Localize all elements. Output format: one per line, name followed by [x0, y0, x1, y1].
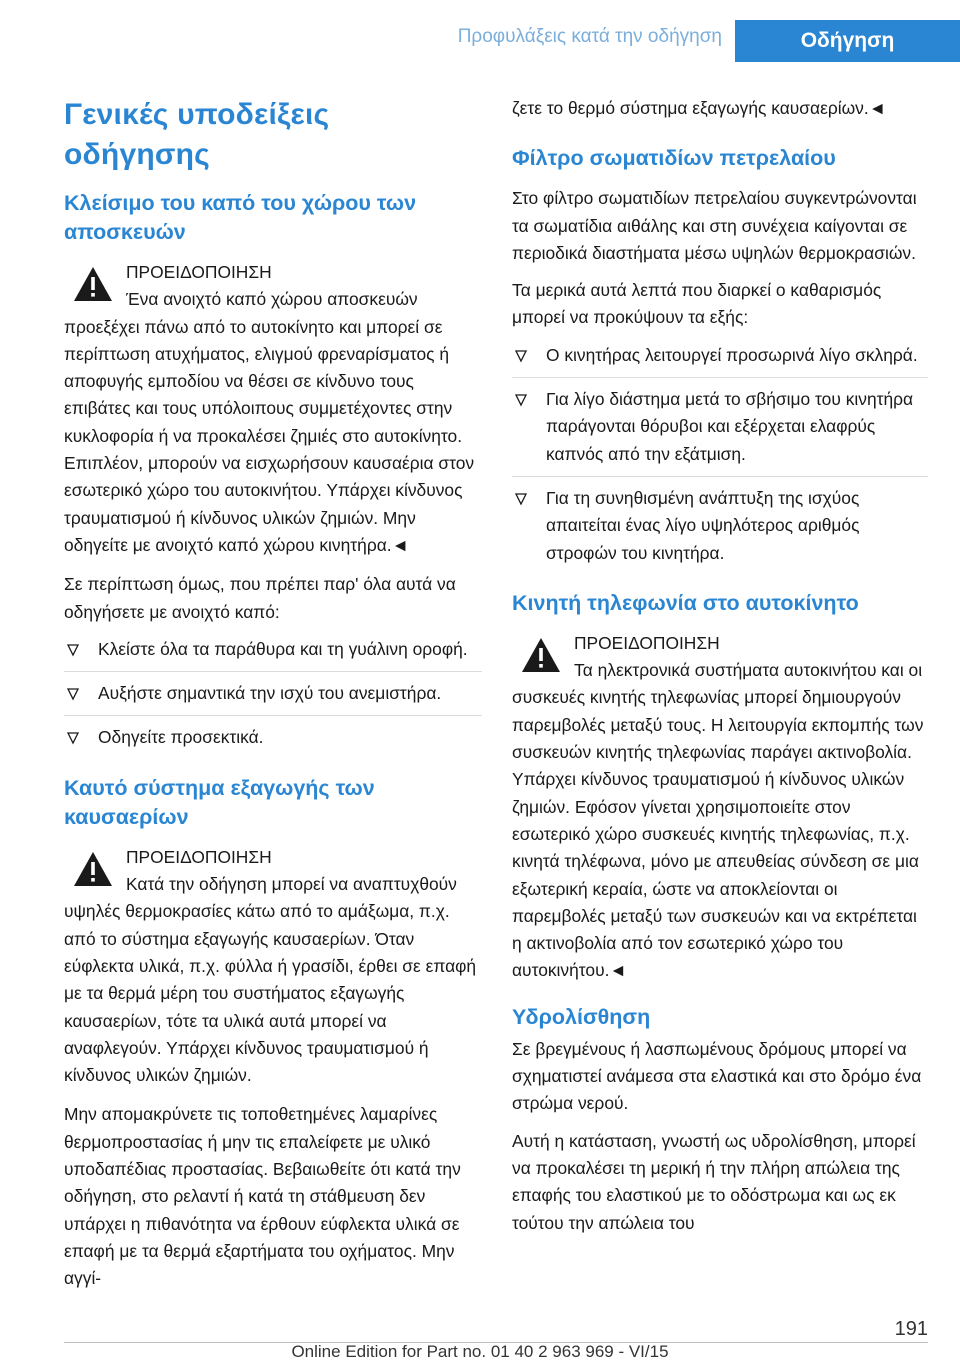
warning-triangle-icon [72, 850, 114, 888]
bullet-triangle-icon [514, 393, 528, 407]
warning-block [64, 259, 482, 559]
warning-triangle-icon [520, 636, 562, 674]
section-heading-exhaust: Καυτό σύστημα εξαγωγής των καυσαερίων [64, 775, 375, 829]
list-item-text: Ο κινητήρας λειτουργεί προσωρινά λίγο σκληρά. [546, 344, 918, 365]
page-number: 191 [894, 1318, 928, 1340]
bullet-triangle-icon [66, 687, 80, 701]
section-heading-aquaplaning: Υδρολίσθηση [512, 1004, 651, 1029]
body-paragraph: Σε βρεγμένους ή λασπωμένους δρόμους μπορεί να σχηματιστεί ανάμεσα στα ελαστικά και στο δρόμο ένα στρώμα νερού. [512, 1038, 922, 1114]
list-item-text: Οδηγείτε προσεκτικά. [98, 727, 264, 748]
list-item-text: Για λίγο διάστημα μετά το σβήσιμο του κινητήρα παράγονται θόρυβοι και εξέρχεται ελαφρύς καπνός από την εξάτμιση. [546, 389, 914, 464]
list-item [512, 485, 928, 575]
warning-block [512, 630, 928, 985]
warning-block [64, 844, 482, 1090]
footer-edition-text: Online Edition for Part no. 01 40 2 963 969 - VI/15 [291, 1342, 669, 1361]
page-title: Γενικές υποδείξεις οδήγησης [64, 98, 330, 171]
warning-label: ΠΡΟΕΙΔΟΠΟΙΗΣΗ [574, 632, 720, 653]
left-column [64, 95, 482, 1303]
warning-label: ΠΡΟΕΙΔΟΠΟΙΗΣΗ [126, 846, 272, 867]
list-item [64, 680, 482, 716]
list-item [64, 724, 482, 759]
continued-paragraph: ζετε το θερμό σύστημα εξαγωγής καυσαερίων.◄ [512, 98, 886, 118]
bullet-list [64, 636, 482, 760]
page-header [0, 0, 960, 62]
body-paragraph: Αυτή η κατάσταση, γνωστή ως υδρολίσθηση, μπορεί να προκαλέσει τη μερική ή την πλήρη απώλεια της επαφής του ελαστικού με το οδόστρωμα και ως εκ τούτου την απώλεια του [512, 1130, 916, 1233]
list-item-text: Αυξήστε σημαντικά την ισχύ του ανεμιστήρα. [98, 683, 442, 704]
warning-label: ΠΡΟΕΙΔΟΠΟΙΗΣΗ [126, 262, 272, 282]
warning-text: Κατά την οδήγηση μπορεί να αναπτυχθούν υψηλές θερμοκρασίες κάτω από το αμάξωμα, π.χ. από το σύστημα εξαγωγής καυσαερίων. Όταν εύφλεκτα υλικά, π.χ. φύλλα ή γρασίδι, έρθει σε επαφή με τα θερμά μέρη του συστήματος εξαγωγής καυσαερίων, τότε τα υλικά αυτά μπορεί να αναφλεγούν. Υπάρχει κίνδυνος τραυματισμού ή κίνδυνος υλικών ζημιών. [64, 874, 477, 1086]
bullet-triangle-icon [66, 731, 80, 745]
bullet-triangle-icon [514, 492, 528, 506]
list-item [64, 636, 482, 672]
right-column [512, 95, 928, 1247]
list-item [512, 342, 928, 378]
bullet-triangle-icon [66, 643, 80, 657]
body-paragraph: Σε περίπτωση όμως, που πρέπει παρ' όλα αυτά να οδηγήσετε με ανοιχτό καπό: [64, 574, 456, 622]
section-heading-mobile-phone: Κινητή τηλεφωνία στο αυτοκίνητο [512, 590, 859, 615]
body-paragraph: Στο φίλτρο σωματιδίων πετρελαίου συγκεντρώνονται τα σωματίδια αιθάλης και στη συνέχεια καίγονται σε περιοδικά διαστήματα μέσω υψηλών θερμοκρασιών. [512, 188, 917, 263]
warning-text: Ένα ανοιχτό καπό χώρου αποσκευών προεξέχει πάνω από το αυτοκίνητο και μπορεί σε περίπτωση ατυχήματος, ελιγμού φρεναρίσματος ή αποφυγής εμποδίου να θέσει σε κίνδυνο τους επιβάτες και τους υπόλοιπους συμμετέχοντες στην κυκλοφορία ή να προκαλέσει ζημιές στο αυτοκίνητο. Επιπλέον, μπορούν να εισχωρήσουν καυσαέρια στον εσωτερικό χώρο του αυτοκινήτου. Υπάρχει κίνδυνος τραυματισμού ή κίνδυνος υλικών ζημιών. Μην οδηγείτε με ανοιχτό καπό χώρου κινητήρα.◄ [64, 289, 475, 555]
body-paragraph: Τα μερικά αυτά λεπτά που διαρκεί ο καθαρισμός μπορεί να προκύψουν τα εξής: [512, 280, 882, 328]
list-item-text: Για τη συνηθισμένη ανάπτυξη της ισχύος απαιτείται ένας λίγο υψηλότερος αριθμός στροφών του κινητήρα. [546, 487, 860, 563]
warning-triangle-icon [72, 265, 114, 303]
list-item [512, 386, 928, 477]
section-heading-trunk-lid: Κλείσιμο του καπό του χώρου των αποσκευών [64, 191, 417, 244]
chapter-tab: Οδήγηση [735, 20, 960, 62]
warning-text: Τα ηλεκτρονικά συστήματα αυτοκινήτου και οι συσκευές κινητής τηλεφωνίας μπορεί δημιουργούν παρεμβολές μεταξύ τους. Η λειτουργία εκπομπής των συσκευών κινητής τηλεφωνίας παράγει ακτινοβολία. Υπάρχει κίνδυνος τραυματισμού ή κίνδυνος υλικών ζημιών. Εφόσον γίνεται χρησιμοποιείτε στον εσωτερικό χώρο συσκευές κινητής τηλεφωνίας, π.χ. κινητά τηλέφωνα, μόνο με απευθείας σύνδεση σε μια εξωτερική κεραία, ώστε να αποκλείονται οι παρεμβολές μεταξύ των συσκευών και να εκτρέπεται η ακτινοβολία από τον εσωτερικό χώρο του αυτοκινήτου.◄ [512, 660, 924, 981]
body-paragraph: Μην απομακρύνετε τις τοποθετημένες λαμαρίνες θερμοπροστασίας ή μην τις επαλείφετε με υλικό υποδαπέδιας προστασίας. Βεβαιωθείτε ότι κατά την οδήγηση, στο ρελαντί ή κατά τη στάθμευση δεν υπάρχει η πιθανότητα να έρθουν εύφλεκτα υλικά σε επαφή με τα θερμά εξαρτήματα του οχήματος. Μην αγγί- [64, 1104, 461, 1289]
section-heading-diesel-filter: Φίλτρο σωματιδίων πετρελαίου [512, 146, 836, 171]
bullet-triangle-icon [514, 349, 528, 363]
list-item-text: Κλείστε όλα τα παράθυρα και τη γυάλινη οροφή. [98, 638, 468, 659]
header-section-title: Προφυλάξεις κατά την οδήγηση [457, 26, 722, 47]
bullet-list [512, 342, 928, 575]
